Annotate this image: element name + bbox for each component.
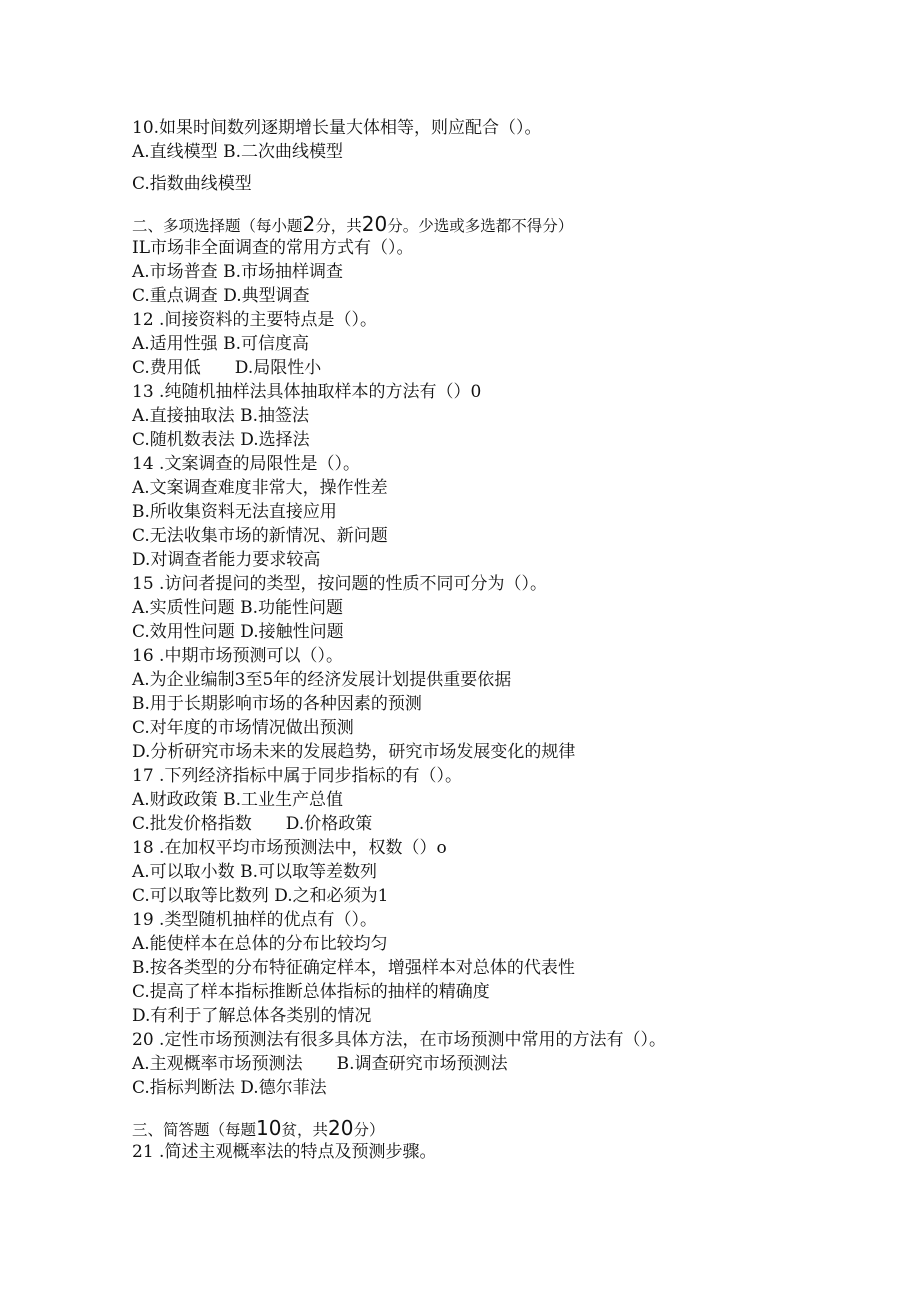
text-line: A.文案调查难度非常大，操作性差 bbox=[132, 478, 388, 498]
text-line: 20 .定性市场预测法有很多具体方法，在市场预测中常用的方法有（）。 bbox=[132, 1030, 666, 1050]
text-line: D.分析研究市场未来的发展趋势，研究市场发展变化的规律 bbox=[132, 742, 576, 762]
text-line: C.提高了样本指标推断总体指标的抽样的精确度 bbox=[132, 982, 490, 1002]
text-line: C.指标判断法 D.德尔菲法 bbox=[132, 1078, 327, 1098]
section-3-total: 20 bbox=[327, 1116, 354, 1140]
text-line: A.主观概率市场预测法 B.调查研究市场预测法 bbox=[132, 1054, 508, 1074]
text-line: A.直接抽取法 B.抽签法 bbox=[132, 406, 309, 426]
text-line: D.对调查者能力要求较高 bbox=[132, 550, 321, 570]
section-3-score: 10 bbox=[256, 1116, 282, 1140]
text-line: A.能使样本在总体的分布比较均匀 bbox=[132, 934, 388, 954]
section-2-heading bbox=[132, 212, 852, 236]
section-2-score: 2 bbox=[302, 212, 316, 236]
text-line: C.费用低 D.局限性小 bbox=[132, 358, 322, 378]
text-line: C.批发价格指数 D.价格政策 bbox=[132, 814, 373, 834]
text-line: A.财政政策 B.工业生产总值 bbox=[132, 790, 343, 810]
text-line: IL市场非全面调查的常用方式有（）。 bbox=[132, 238, 414, 258]
section-2-total: 20 bbox=[361, 212, 388, 236]
text-line: 16 .中期市场预测可以（）。 bbox=[132, 646, 343, 666]
text-line: C.无法收集市场的新情况、新问题 bbox=[132, 526, 388, 546]
text-line: 12 .间接资料的主要特点是（）。 bbox=[132, 310, 377, 330]
section-2-heading-post: 分。少选或多选都不得分） bbox=[387, 217, 574, 235]
text-line: A.实质性问题 B.功能性问题 bbox=[132, 598, 343, 618]
text-line: D.有利于了解总体各类别的情况 bbox=[132, 1006, 372, 1026]
text-line: C.重点调查 D.典型调查 bbox=[132, 286, 310, 306]
section-2-heading-pre: 二、多项选择题（每小题 bbox=[132, 217, 303, 235]
section-3-heading-post: 分） bbox=[353, 1121, 385, 1139]
text-line: A.为企业编制3至5年的经济发展计划提供重要依据 bbox=[132, 670, 512, 690]
text-line: 15 .访问者提问的类型，按问题的性质不同可分为（）。 bbox=[132, 574, 547, 594]
text-line: B.按各类型的分布特征确定样本，增强样本对总体的代表性 bbox=[132, 958, 575, 978]
text-line: A.可以取小数 B.可以取等差数列 bbox=[132, 862, 377, 882]
text-line: 13 .纯随机抽样法具体抽取样本的方法有（）0 bbox=[132, 382, 482, 402]
section-3-heading-mid: 贫，共 bbox=[281, 1121, 328, 1139]
section-3-heading-pre: 三、简答题（每题 bbox=[132, 1121, 257, 1139]
text-line: C.随机数表法 D.选择法 bbox=[132, 430, 310, 450]
text-line: 19 .类型随机抽样的优点有（）。 bbox=[132, 910, 377, 930]
section-3-heading bbox=[132, 1116, 852, 1140]
section-2-heading-mid: 分，共 bbox=[315, 217, 362, 235]
text-line: A.市场普查 B.市场抽样调查 bbox=[132, 262, 343, 282]
text-line: C.对年度的市场情况做出预测 bbox=[132, 718, 354, 738]
question-10-options-ab: A.直线模型 B.二次曲线模型 bbox=[132, 142, 343, 162]
exam-page bbox=[132, 116, 852, 1164]
question-10-option-c: C.指数曲线模型 bbox=[132, 174, 252, 194]
text-line: B.所收集资料无法直接应用 bbox=[132, 502, 337, 522]
question-10: 10.如果时间数列逐期增长量大体相等，则应配合（）。 bbox=[132, 118, 542, 138]
text-line: B.用于长期影响市场的各种因素的预测 bbox=[132, 694, 422, 714]
text-line: 18 .在加权平均市场预测法中，权数（）o bbox=[132, 838, 447, 858]
text-line: A.适用性强 B.可信度高 bbox=[132, 334, 309, 354]
question-21: 21 .简述主观概率法的特点及预测步骤。 bbox=[132, 1142, 437, 1162]
text-line: C.可以取等比数列 D.之和必须为1 bbox=[132, 886, 389, 906]
text-line: 17 .下列经济指标中属于同步指标的有（）。 bbox=[132, 766, 462, 786]
text-line: 14 .文案调查的局限性是（）。 bbox=[132, 454, 360, 474]
text-line: C.效用性问题 D.接触性问题 bbox=[132, 622, 344, 642]
